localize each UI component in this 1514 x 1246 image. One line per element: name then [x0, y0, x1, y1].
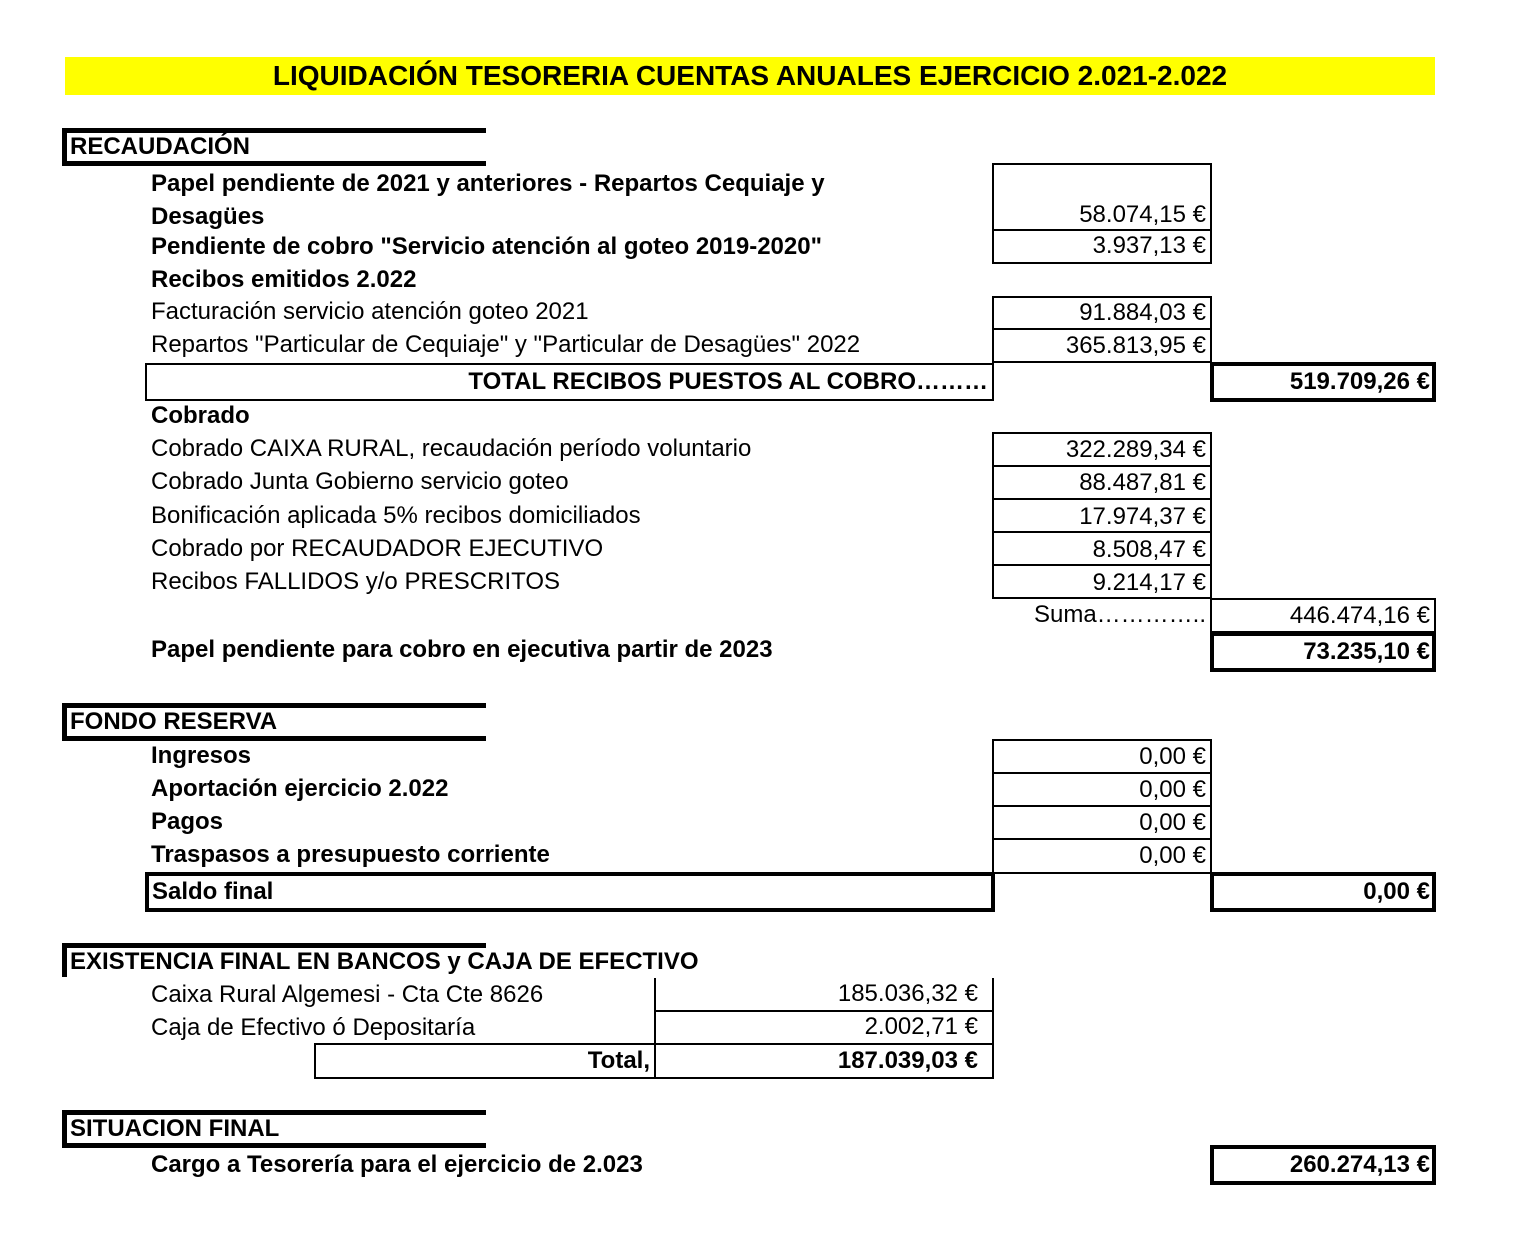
fondo-item-cell: [992, 838, 1212, 874]
pendiente-goteo-label: Pendiente de cobro "Servicio atención al goteo 2019-2020": [151, 233, 822, 260]
total-recibos-value: 519.709,26 €: [1289, 368, 1430, 395]
fondo-item-cell: [992, 739, 1212, 774]
cobrado-item-label: Cobrado Junta Gobierno servicio goteo: [151, 468, 569, 495]
papel-pendiente-label-line2: Desagües: [151, 203, 265, 230]
cobrado-item-cell: [992, 498, 1212, 533]
cobrado-item-cell: [992, 564, 1212, 599]
fondo-item-value: 0,00 €: [1139, 842, 1206, 869]
existencia-total-label: Total,: [587, 1047, 650, 1074]
cobrado-item-value: 8.508,47 €: [1092, 536, 1206, 563]
suma-value: 446.474,16 €: [1289, 602, 1430, 629]
fondo-item-value: 0,00 €: [1139, 776, 1206, 803]
caixa-value: 185.036,32 €: [837, 980, 978, 1007]
cobrado-item-value: 17.974,37 €: [1079, 503, 1206, 530]
papel-ejecutiva-value: 73.235,10 €: [1303, 638, 1430, 665]
papel-pendiente-label-line1: Papel pendiente de 2021 y anteriores - Repartos Cequiaje y: [151, 170, 825, 197]
suma-cell: [1210, 598, 1436, 633]
caja-value: 2.002,71 €: [864, 1013, 978, 1040]
cargo-tesoreria-cell: [1210, 1145, 1436, 1185]
cobrado-item-cell: [992, 465, 1212, 500]
total-recibos-cell: [1210, 362, 1436, 402]
section-header-recaudacion: [62, 128, 486, 166]
pendiente-goteo-value: 3.937,13 €: [1092, 232, 1206, 259]
cobrado-item-label: Cobrado CAIXA RURAL, recaudación período voluntario: [151, 435, 752, 462]
saldo-final-value: 0,00 €: [1363, 878, 1430, 905]
facturacion-cell: [992, 296, 1212, 330]
section-header-fondo-reserva: [62, 703, 486, 741]
total-recibos-label-cell: [145, 363, 994, 401]
recibos-emitidos-label: Recibos emitidos 2.022: [151, 266, 417, 293]
facturacion-value: 91.884,03 €: [1079, 299, 1206, 326]
section-header-existencia: [62, 943, 699, 977]
cobrado-item-label: Bonificación aplicada 5% recibos domiciliados: [151, 502, 641, 529]
fondo-item-value: 0,00 €: [1139, 809, 1206, 836]
caja-label: Caja de Efectivo ó Depositaría: [151, 1014, 476, 1041]
papel-pendiente-value: 58.074,15 €: [1079, 201, 1206, 228]
cobrado-item-cell: [992, 432, 1212, 467]
section-header-label: SITUACION FINAL: [70, 1115, 280, 1142]
section-header-label: EXISTENCIA FINAL EN BANCOS y CAJA DE EFECTIVO: [70, 948, 699, 975]
section-header-label: FONDO RESERVA: [70, 708, 278, 735]
section-header-label: RECAUDACIÓN: [70, 133, 250, 160]
existencia-total-value: 187.039,03 €: [837, 1047, 978, 1074]
papel-pendiente-cell: [992, 163, 1212, 231]
fondo-item-label: Aportación ejercicio 2.022: [151, 775, 449, 802]
page-title: LIQUIDACIÓN TESORERIA CUENTAS ANUALES EJERCICIO 2.021-2.022: [272, 60, 1228, 91]
fondo-item-cell: [992, 805, 1212, 840]
suma-label: Suma…………..: [1033, 601, 1206, 628]
cobrado-label: Cobrado: [151, 402, 250, 429]
cobrado-item-cell: [992, 531, 1212, 566]
repartos-value: 365.813,95 €: [1065, 332, 1206, 359]
caixa-cell: [654, 978, 994, 1012]
papel-ejecutiva-cell: [1210, 632, 1436, 672]
fondo-item-value: 0,00 €: [1139, 743, 1206, 770]
existencia-total-label-cell: [314, 1043, 656, 1079]
cobrado-item-value: 322.289,34 €: [1065, 436, 1206, 463]
cargo-tesoreria-value: 260.274,13 €: [1289, 1151, 1430, 1178]
caixa-label: Caixa Rural Algemesi - Cta Cte 8626: [151, 981, 544, 1008]
fondo-item-cell: [992, 772, 1212, 807]
cargo-tesoreria-label: Cargo a Tesorería para el ejercicio de 2.023: [151, 1151, 643, 1178]
fondo-item-label: Pagos: [151, 808, 224, 835]
section-header-situacion: [62, 1110, 486, 1148]
cobrado-item-label: Cobrado por RECAUDADOR EJECUTIVO: [151, 535, 604, 562]
saldo-final-value-cell: [1210, 872, 1436, 912]
repartos-label: Repartos "Particular de Cequiaje" y "Particular de Desagües" 2022: [151, 331, 861, 358]
fondo-item-label: Ingresos: [151, 742, 252, 769]
saldo-final-cell: [145, 872, 995, 912]
pendiente-goteo-cell: [992, 229, 1212, 264]
cobrado-item-label: Recibos FALLIDOS y/o PRESCRITOS: [151, 568, 561, 595]
saldo-final-label: Saldo final: [152, 878, 274, 905]
caja-cell: [654, 1010, 994, 1045]
papel-ejecutiva-label: Papel pendiente para cobro en ejecutiva partir de 2023: [151, 636, 773, 663]
cobrado-item-value: 88.487,81 €: [1079, 469, 1206, 496]
fondo-item-label: Traspasos a presupuesto corriente: [151, 841, 550, 868]
facturacion-label: Facturación servicio atención goteo 2021: [151, 298, 589, 325]
repartos-cell: [992, 328, 1212, 363]
existencia-total-cell: [654, 1043, 994, 1079]
cobrado-item-value: 9.214,17 €: [1092, 569, 1206, 596]
total-recibos-label: TOTAL RECIBOS PUESTOS AL COBRO………: [468, 368, 988, 395]
